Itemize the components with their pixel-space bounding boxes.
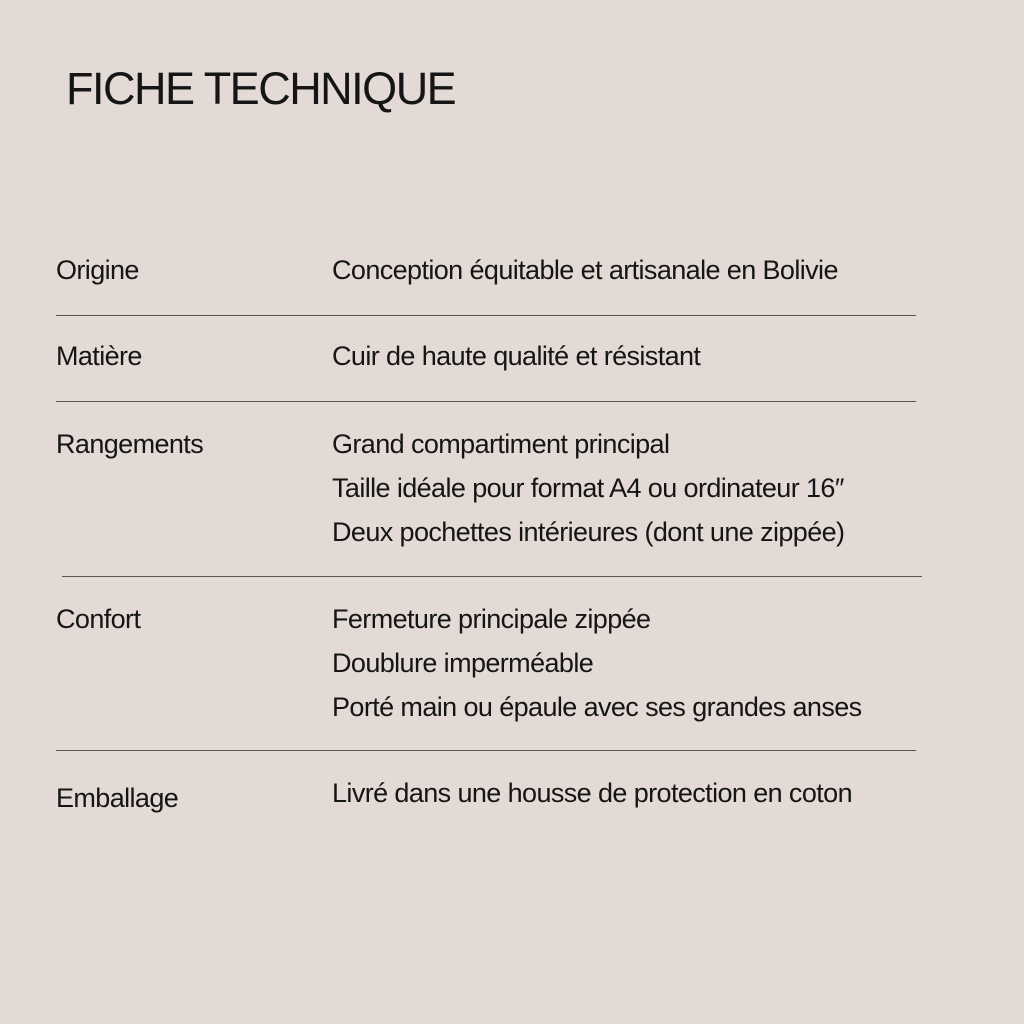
spec-value: Deux pochettes intérieures (dont une zippée) [332, 517, 845, 547]
row-divider [56, 750, 916, 751]
row-divider [56, 401, 916, 402]
spec-value: Conception équitable et artisanale en Bolivie [332, 255, 838, 285]
spec-label-matiere: Matière [56, 341, 142, 371]
row-divider [56, 315, 916, 316]
spec-label-confort: Confort [56, 604, 141, 634]
spec-label-rangements: Rangements [56, 429, 204, 459]
spec-values-origine [332, 248, 838, 292]
page-title: FICHE TECHNIQUE [66, 63, 456, 114]
spec-label-emballage: Emballage [56, 783, 179, 813]
spec-value: Doublure imperméable [332, 648, 594, 678]
spec-value: Taille idéale pour format A4 ou ordinateur 16″ [332, 473, 844, 503]
spec-value: Grand compartiment principal [332, 429, 670, 459]
spec-value: Fermeture principale zippée [332, 604, 651, 634]
spec-value: Porté main ou épaule avec ses grandes anses [332, 692, 862, 722]
spec-values-emballage [332, 771, 852, 815]
row-divider [62, 576, 922, 577]
spec-values-confort [332, 597, 862, 729]
spec-value: Livré dans une housse de protection en coton [332, 778, 852, 808]
spec-values-matiere [332, 334, 700, 378]
spec-values-rangements [332, 422, 844, 554]
spec-label-origine: Origine [56, 255, 139, 285]
spec-value: Cuir de haute qualité et résistant [332, 341, 701, 371]
